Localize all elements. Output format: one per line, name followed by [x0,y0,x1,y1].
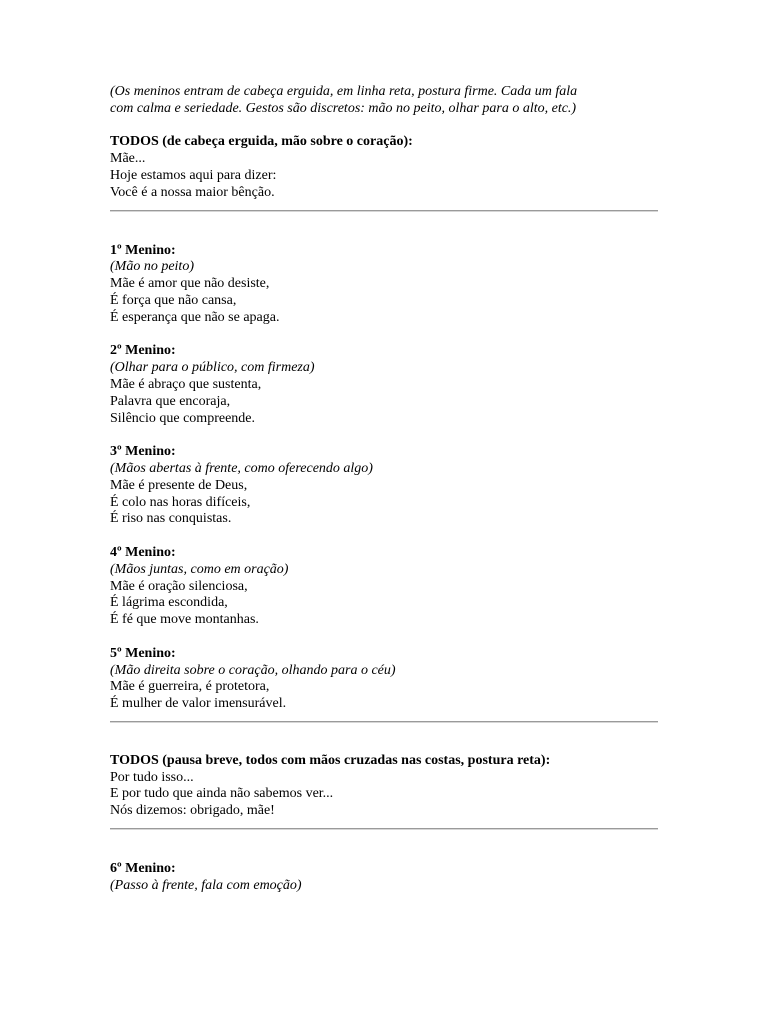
menino-2-block [110,343,658,427]
verse-line: É fé que move montanhas. [110,612,259,628]
menino-4-block [110,545,658,629]
speaker-label: TODOS (de cabeça erguida, mão sobre o coração): [110,134,413,150]
verse-line: Por tudo isso... [110,769,194,785]
verse-line: Você é a nossa maior bênção. [110,184,275,200]
stage-direction: (Olhar para o público, com firmeza) [110,360,315,376]
verse-line: É mulher de valor imensurável. [110,696,287,712]
verse-line: É riso nas conquistas. [110,511,232,527]
speaker-label: 2º Menino: [110,343,176,359]
verse-line: Mãe é oração silenciosa, [110,578,248,594]
speaker-label: 3º Menino: [110,444,176,460]
verse-line: Palavra que encoraja, [110,393,231,409]
verse-line: É esperança que não se apaga. [110,309,280,325]
stage-direction: (Mãos juntas, como em oração) [110,561,289,577]
menino-1-block [110,243,658,327]
intro-line: (Os meninos entram de cabeça erguida, em linha reta, postura firme. Cada um fala [110,84,578,99]
speaker-label: 6º Menino: [110,861,176,877]
verse-line: Nós dizemos: obrigado, mãe! [110,803,275,819]
intro-stage-direction [110,84,658,118]
stage-direction: (Mão no peito) [110,259,194,275]
verse-line: Mãe é presente de Deus, [110,477,248,493]
verse-line: Mãe é amor que não desiste, [110,276,270,292]
speaker-label: 5º Menino: [110,645,176,661]
verse-line: Silêncio que compreende. [110,410,256,426]
verse-line: E por tudo que ainda não sabemos ver... [110,786,334,802]
verse-line: É lágrima escondida, [110,595,228,611]
menino-5-block [110,646,658,713]
menino-6-block [110,861,658,895]
document-page [110,84,658,895]
speaker-label: TODOS (pausa breve, todos com mãos cruzadas nas costas, postura reta): [110,752,551,768]
verse-line: É colo nas horas difíceis, [110,494,251,510]
verse-line: Mãe é guerreira, é protetora, [110,679,270,695]
speaker-label: 4º Menino: [110,544,176,560]
verse-line: É força que não cansa, [110,292,237,308]
stage-direction: (Mãos abertas à frente, como oferecendo algo) [110,460,373,476]
speaker-label: 1º Menino: [110,242,176,258]
intro-line: com calma e seriedade. Gestos são discretos: mão no peito, olhar para o alto, etc.) [110,100,577,116]
todos-opening-block [110,134,658,201]
stage-direction: (Mão direita sobre o coração, olhando para o céu) [110,662,396,678]
menino-3-block [110,444,658,528]
stage-direction: (Passo à frente, fala com emoção) [110,877,302,893]
todos-closing-block [110,753,658,820]
verse-line: Mãe... [110,151,146,167]
verse-line: Mãe é abraço que sustenta, [110,376,262,392]
verse-line: Hoje estamos aqui para dizer: [110,167,277,183]
